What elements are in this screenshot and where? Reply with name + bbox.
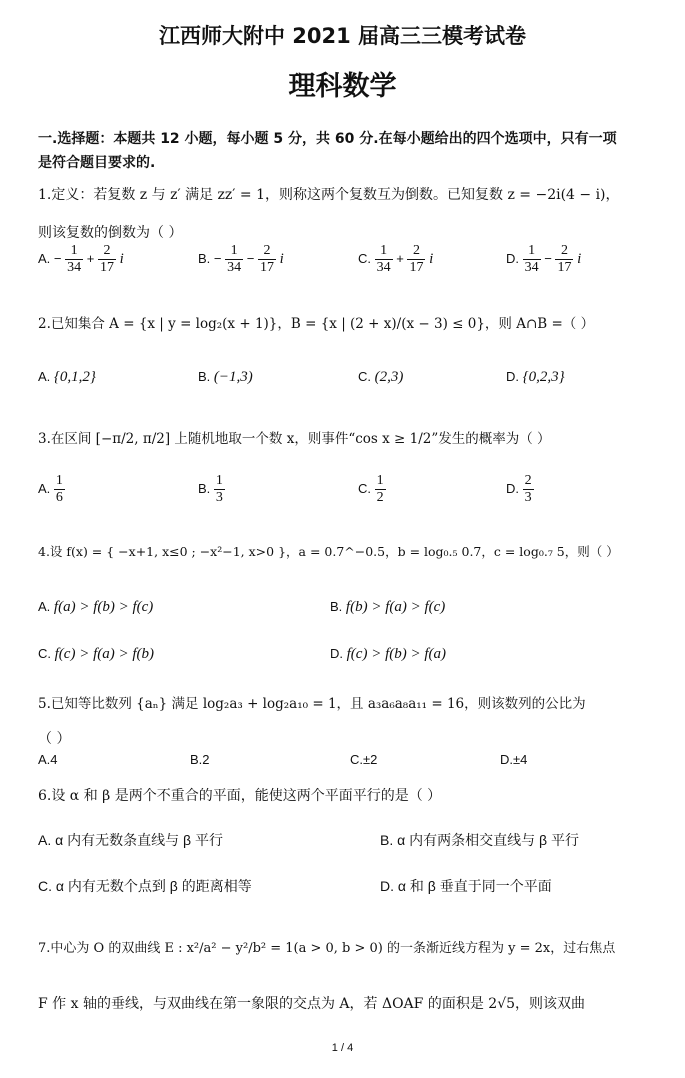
q2-option-a: A. {0,1,2} bbox=[38, 369, 96, 385]
q5-stem-line1: 5.已知等比数列 {aₙ} 满足 log₂a₃ + log₂a₁₀ = 1，且 a₃a₆a₈a₁₁ = 16，则该数列的公比为 bbox=[38, 696, 586, 712]
q6-option-a: A. α 内有无数条直线与 β 平行 bbox=[38, 832, 223, 848]
exam-subject: 理科数学 bbox=[288, 71, 397, 102]
q3-option-d: D. $\frac{2}{3}$ bbox=[506, 473, 532, 505]
q2-option-b: B. (−1,3) bbox=[198, 369, 253, 385]
section-heading-line1: 一.选择题：本题共 12 小题，每小题 5 分，共 60 分.在每小题给出的四个选项中，只有一项 bbox=[38, 131, 617, 147]
section-heading-line2: 是符合题目要求的. bbox=[38, 155, 156, 171]
q4-option-c: C. f(c) > f(a) > f(b) bbox=[38, 646, 154, 662]
q1-option-b: B. − $\frac{1}{34}$ − $\frac{2}{17}$ i bbox=[198, 243, 284, 275]
q1-option-a: A. − $\frac{1}{34}$ + $\frac{2}{17}$ i bbox=[38, 243, 124, 275]
q3-option-b: B. $\frac{1}{3}$ bbox=[198, 473, 223, 505]
q4-option-d: D. f(c) > f(b) > f(a) bbox=[330, 646, 446, 662]
q5-option-d: D.±4 bbox=[500, 752, 528, 767]
q6-option-b: B. α 内有两条相交直线与 β 平行 bbox=[380, 832, 579, 848]
q3-stem: 3.在区间 [−π/2, π/2] 上随机地取一个数 x，则事件“cos x ≥ 1/2”发生的概率为（ ） bbox=[38, 431, 551, 447]
q1-stem-line2: 则该复数的倒数为（ ） bbox=[38, 225, 183, 241]
q1-option-c: C. $\frac{1}{34}$ + $\frac{2}{17}$ i bbox=[358, 243, 434, 275]
q6-stem: 6.设 α 和 β 是两个不重合的平面，能使这两个平面平行的是（ ） bbox=[38, 788, 442, 804]
q3-option-a: A. $\frac{1}{6}$ bbox=[38, 473, 63, 505]
q4-option-a: A. f(a) > f(b) > f(c) bbox=[38, 599, 154, 615]
exam-title: 江西师大附中 2021 届高三三模考试卷 bbox=[158, 24, 527, 48]
q4-stem: 4.设 f(x) = { −x+1, x≤0 ; −x²−1, x>0 }，a = 0.7^−0.5，b = log₀.₅ 0.7，c = log₀.₇ 5，则（ ） bbox=[38, 544, 619, 559]
q1-stem-line1: 1.定义：若复数 z 与 z′ 满足 zz′ = 1，则称这两个复数互为倒数。已知复数 z = −2i(4 − i)， bbox=[38, 187, 620, 203]
q2-option-d: D. {0,2,3} bbox=[506, 369, 565, 385]
q5-stem-line2: （ ） bbox=[38, 731, 71, 747]
q2-option-c: C. (2,3) bbox=[358, 369, 404, 385]
q1-option-d: D. $\frac{1}{34}$ − $\frac{2}{17}$ i bbox=[506, 243, 582, 275]
q7-stem-line1: 7.中心为 O 的双曲线 E : x²/a² − y²/b² = 1(a > 0, b > 0) 的一条渐近线方程为 y = 2x，过右焦点 bbox=[38, 941, 616, 956]
q5-option-a: A.4 bbox=[38, 752, 58, 767]
q6-option-d: D. α 和 β 垂直于同一个平面 bbox=[380, 878, 552, 894]
q3-option-c: C. $\frac{1}{2}$ bbox=[358, 473, 384, 505]
q6-option-c: C. α 内有无数个点到 β 的距离相等 bbox=[38, 878, 252, 894]
q7-stem-line2: F 作 x 轴的垂线，与双曲线在第一象限的交点为 A，若 ΔOAF 的面积是 2√5，则该双曲 bbox=[38, 996, 586, 1012]
q4-option-b: B. f(b) > f(a) > f(c) bbox=[330, 599, 446, 615]
page-number: 1 / 4 bbox=[331, 1042, 354, 1054]
q5-option-b: B.2 bbox=[190, 752, 210, 767]
q2-stem: 2.已知集合 A = {x | y = log₂(x + 1)}，B = {x | (2 + x)/(x − 3) ≤ 0}，则 A∩B =（ ） bbox=[38, 316, 595, 332]
q5-option-c: C.±2 bbox=[350, 752, 378, 767]
